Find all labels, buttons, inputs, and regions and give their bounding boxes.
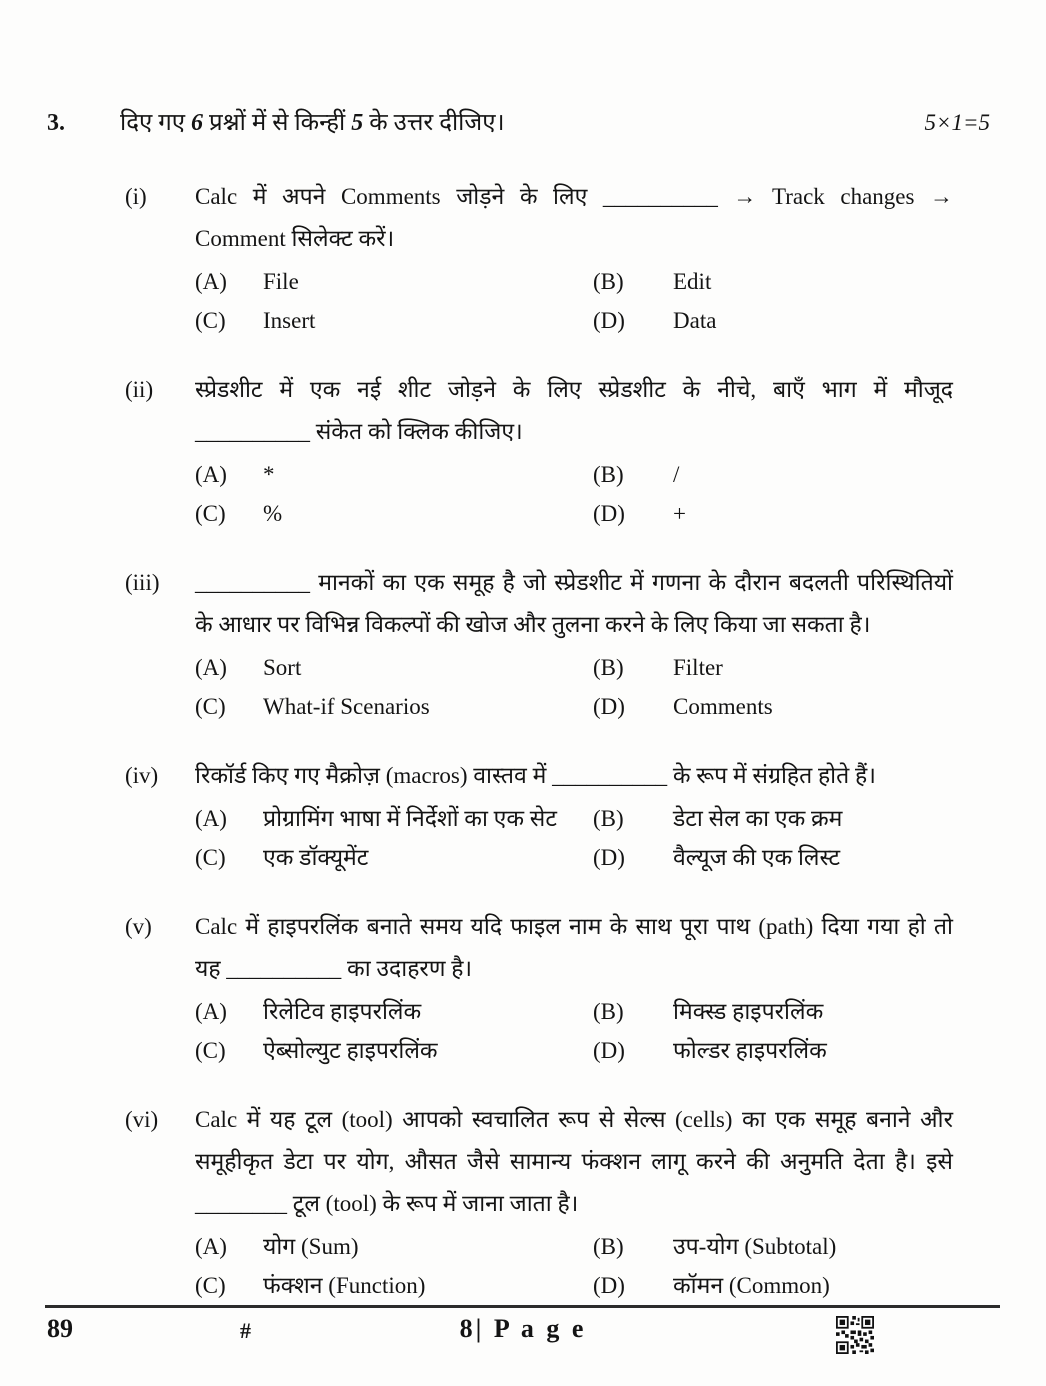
option-a-letter: (A) (195, 1234, 227, 1259)
question-v-number: (v) (125, 914, 152, 939)
marks-label: 5×1=5 (924, 110, 990, 135)
question-iv-options (195, 804, 953, 872)
question-iii-options (195, 653, 953, 721)
hash-mark: # (240, 1318, 251, 1343)
question-ii (125, 369, 990, 528)
option-c-letter: (C) (195, 694, 226, 719)
question-text-line: __________ मानकों का एक समूह है जो स्प्रेडशीट में गणना के दौरान बदलती परिस्थितियों (195, 570, 953, 595)
question-3-instruction (120, 106, 924, 140)
option-a-text: Sort (263, 655, 302, 680)
question-ii-number: (ii) (125, 377, 154, 402)
question-text-line: ________ टूल (tool) के रूप में जाना जाता है। (195, 1191, 579, 1216)
option-a-text: योग (Sum) (263, 1234, 359, 1259)
option-d-letter: (D) (593, 1038, 625, 1063)
instruction-text-2: प्रश्नों में से किन्हीं (209, 110, 346, 136)
page-number-label: 8| P a g e (459, 1314, 587, 1343)
question-text-line: समूहीकृत डेटा पर योग, औसत जैसे सामान्य फंक्शन लागू करने की अनुमति देता है। इसे (195, 1149, 953, 1174)
question-text-line: __________ संकेत को क्लिक कीजिए। (195, 419, 523, 444)
question-text-line: यह __________ का उदाहरण है। (195, 956, 473, 981)
option-b-letter: (B) (593, 269, 624, 294)
question-ii-body (195, 369, 953, 528)
option-c-letter: (C) (195, 308, 226, 333)
option-d-text: Comments (673, 694, 773, 719)
option-d-text: फोल्डर हाइपरलिंक (673, 1038, 827, 1063)
instruction-text-3: के उत्तर दीजिए। (369, 110, 505, 136)
option-d-text: + (673, 501, 686, 526)
option-d-text: वैल्यूज की एक लिस्ट (673, 845, 841, 870)
option-b-letter: (B) (593, 806, 624, 831)
option-a-letter: (A) (195, 462, 227, 487)
option-b-text: डेटा सेल का एक क्रम (673, 806, 843, 831)
option-d-letter: (D) (593, 308, 625, 333)
option-c-text: ऐब्सोल्युट हाइपरलिंक (263, 1038, 438, 1063)
option-c-text: फंक्शन (Function) (263, 1273, 426, 1298)
question-text-line: Calc में अपने Comments जोड़ने के लिए __________ → Track changes → (195, 184, 953, 209)
question-text-line: के आधार पर विभिन्न विकल्पों की खोज और तुलना करने के लिए किया जा सकता है। (195, 612, 871, 637)
option-c-text: What-if Scenarios (263, 694, 430, 719)
option-d-letter: (D) (593, 845, 625, 870)
option-b-text: Filter (673, 655, 723, 680)
option-b-text: उप-योग (Subtotal) (673, 1234, 837, 1259)
question-i (125, 176, 990, 335)
option-b-letter: (B) (593, 1234, 624, 1259)
question-iv (125, 755, 990, 872)
question-iii-number: (iii) (125, 570, 160, 595)
question-3-number: 3. (47, 110, 65, 136)
option-c-letter: (C) (195, 845, 226, 870)
option-a-text: * (263, 462, 275, 487)
question-v-options (195, 997, 953, 1065)
question-i-number: (i) (125, 184, 147, 209)
option-d-letter: (D) (593, 1273, 625, 1298)
option-c-text: Insert (263, 308, 316, 333)
question-text-line: स्प्रेडशीट में एक नई शीट जोड़ने के लिए स्प्रेडशीट के नीचे, बाएँ भाग में मौजूद (195, 377, 953, 402)
qr-code-icon (836, 1315, 874, 1355)
question-text-line: Calc में यह टूल (tool) आपको स्वचालित रूप से सेल्स (cells) का एक समूह बनाने और (195, 1107, 953, 1132)
option-a-letter: (A) (195, 806, 227, 831)
footer-divider (45, 1305, 1000, 1308)
option-c-text: % (263, 501, 283, 526)
option-a-letter: (A) (195, 269, 227, 294)
instruction-text-1: दिए गए (120, 110, 186, 136)
option-c-letter: (C) (195, 1038, 226, 1063)
option-a-text: रिलेटिव हाइपरलिंक (263, 999, 422, 1024)
question-i-body (195, 176, 953, 335)
question-v (125, 906, 990, 1065)
question-vi-body (195, 1099, 953, 1300)
question-iii (125, 562, 990, 721)
question-3-header (47, 106, 990, 140)
option-b-letter: (B) (593, 462, 624, 487)
question-vi (125, 1099, 990, 1300)
option-b-text: Edit (673, 269, 712, 294)
option-a-letter: (A) (195, 999, 227, 1024)
option-b-text: मिक्स्ड हाइपरलिंक (673, 999, 824, 1024)
question-text-line: रिकॉर्ड किए गए मैक्रोज़ (macros) वास्तव में __________ के रूप में संग्रहित होते हैं। (195, 763, 876, 788)
option-a-text: File (263, 269, 299, 294)
question-vi-options (195, 1232, 953, 1300)
instruction-count-attempt: 5 (351, 110, 364, 136)
option-c-letter: (C) (195, 501, 226, 526)
question-iv-body (195, 755, 953, 872)
question-iii-body (195, 562, 953, 721)
option-b-letter: (B) (593, 999, 624, 1024)
question-text-line: Comment सिलेक्ट करें। (195, 226, 395, 251)
option-a-text: प्रोग्रामिंग भाषा में निर्देशों का एक सेट (263, 806, 557, 831)
paper-code: 89 (47, 1314, 73, 1343)
option-d-letter: (D) (593, 501, 625, 526)
question-ii-options (195, 460, 953, 528)
option-b-letter: (B) (593, 655, 624, 680)
option-b-text: / (673, 462, 680, 487)
option-a-letter: (A) (195, 655, 227, 680)
question-iv-number: (iv) (125, 763, 159, 788)
option-d-letter: (D) (593, 694, 625, 719)
question-text-line: Calc में हाइपरलिंक बनाते समय यदि फाइल नाम के साथ पूरा पाथ (path) दिया गया हो तो (195, 914, 953, 939)
option-c-text: एक डॉक्यूमेंट (263, 845, 369, 870)
option-d-text: Data (673, 308, 717, 333)
question-i-options (195, 267, 953, 335)
option-d-text: कॉमन (Common) (673, 1273, 830, 1298)
option-c-letter: (C) (195, 1273, 226, 1298)
instruction-count-questions: 6 (191, 110, 204, 136)
question-v-body (195, 906, 953, 1065)
question-vi-number: (vi) (125, 1107, 159, 1132)
